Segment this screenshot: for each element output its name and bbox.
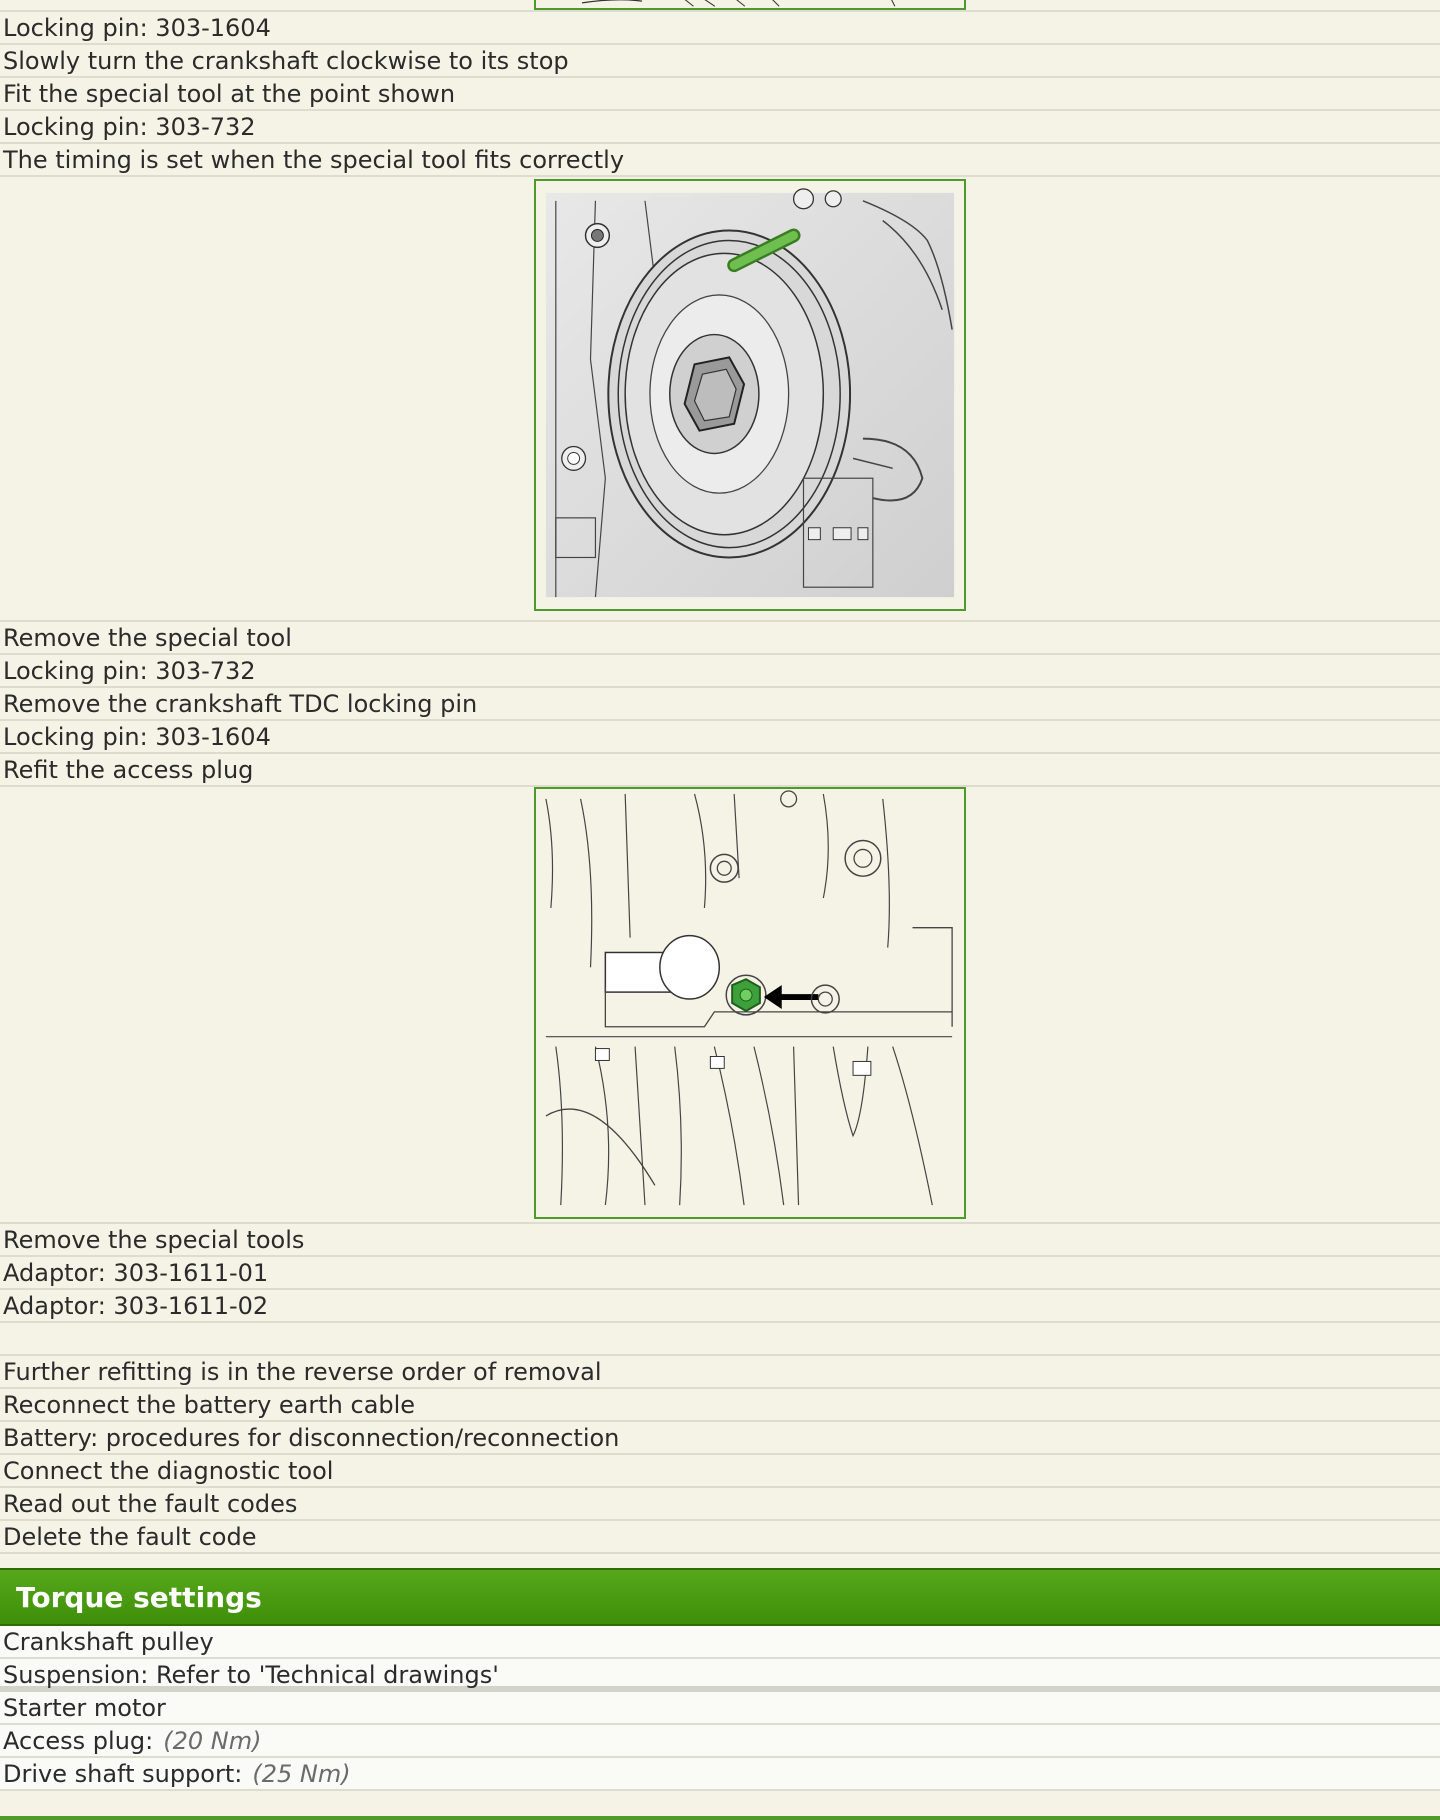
torque-item [0, 1626, 1440, 1659]
figure-row-access-plug [0, 787, 1440, 1224]
step-delete-fault-code: Delete the fault code [0, 1521, 1440, 1554]
figure-row-partial [0, 0, 1440, 12]
torque-item-label: Access plug: [3, 1727, 154, 1755]
steps-middle [0, 622, 1440, 787]
torque-item [0, 1692, 1440, 1725]
step-refit-access-plug: Refit the access plug [0, 754, 1440, 787]
access-plug-drawing [536, 789, 964, 1217]
step-locking-pin-732: Locking pin: 303-732 [0, 111, 1440, 144]
torque-item-value: (20 Nm) [163, 1727, 262, 1755]
figure-access-plug [534, 787, 966, 1219]
figure-crankshaft-pulley [534, 179, 966, 611]
torque-item [0, 1659, 1440, 1692]
step-timing-set: The timing is set when the special tool fits correctly [0, 144, 1440, 177]
step-remove-tdc-pin: Remove the crankshaft TDC locking pin [0, 688, 1440, 721]
figure-partial [534, 0, 966, 10]
step-adaptor-01: Adaptor: 303-1611-01 [0, 1257, 1440, 1290]
crankshaft-pulley-drawing [536, 181, 964, 609]
step-adaptor-02: Adaptor: 303-1611-02 [0, 1290, 1440, 1323]
steps-lower [0, 1224, 1440, 1356]
step-locking-pin-732-b: Locking pin: 303-732 [0, 655, 1440, 688]
step-locking-pin-1604-b: Locking pin: 303-1604 [0, 721, 1440, 754]
torque-item [0, 1725, 1440, 1758]
step-reconnect-battery: Reconnect the battery earth cable [0, 1389, 1440, 1422]
torque-settings-header: Torque settings [0, 1568, 1440, 1626]
step-turn-crankshaft: Slowly turn the crankshaft clockwise to its stop [0, 45, 1440, 78]
step-fit-special-tool: Fit the special tool at the point shown [0, 78, 1440, 111]
bottom-accent-line [0, 1816, 1440, 1820]
torque-item-label: Starter motor [3, 1694, 166, 1722]
step-blank [0, 1323, 1440, 1356]
step-battery-procedures: Battery: procedures for disconnection/reconnection [0, 1422, 1440, 1455]
torque-item-label: Drive shaft support: [3, 1760, 243, 1788]
step-remove-special-tools: Remove the special tools [0, 1224, 1440, 1257]
torque-item-label: Crankshaft pulley [3, 1628, 214, 1656]
step-read-fault-codes: Read out the fault codes [0, 1488, 1440, 1521]
torque-item [0, 1758, 1440, 1791]
steps-top [0, 12, 1440, 177]
step-further-refitting: Further refitting is in the reverse order of removal [0, 1356, 1440, 1389]
partial-engine-drawing [536, 0, 964, 8]
torque-item-label: Suspension: Refer to 'Technical drawings' [3, 1661, 499, 1689]
torque-item-value: (25 Nm) [252, 1760, 351, 1788]
step-connect-diagnostic-tool: Connect the diagnostic tool [0, 1455, 1440, 1488]
figure-row-pulley [0, 177, 1440, 622]
steps-final [0, 1356, 1440, 1554]
torque-settings-list [0, 1626, 1440, 1791]
step-remove-special-tool: Remove the special tool [0, 622, 1440, 655]
step-locking-pin-1604: Locking pin: 303-1604 [0, 12, 1440, 45]
